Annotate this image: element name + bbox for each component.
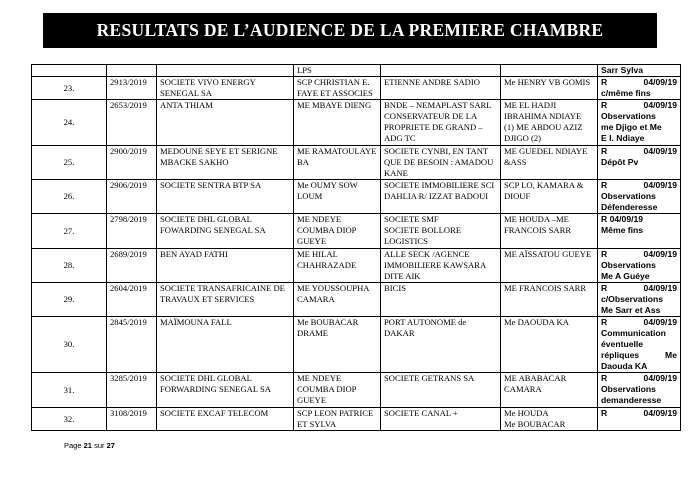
counsel1-line: ME YOUSSOUPHA: [297, 283, 370, 293]
cell-plaintiff: [157, 180, 294, 214]
defendant-line: BICIS: [384, 283, 406, 293]
cell-counsel1: [294, 317, 381, 373]
decision-line: [601, 283, 677, 294]
defendant-line: SOCIETE CYNBI, EN TANT: [384, 146, 489, 156]
cell-decision: [598, 317, 681, 373]
counsel2-line: CAMARA: [504, 384, 542, 394]
cell-num: 32.: [32, 408, 107, 431]
counsel2-line: DIOUF: [504, 191, 531, 201]
cell-defendant: [381, 100, 501, 146]
table-row: [32, 100, 681, 146]
cell-counsel2: [501, 408, 598, 431]
table-row: [32, 180, 681, 214]
counsel2-line: Me HENRY VB GOMIS: [504, 77, 591, 87]
cell-rg: 2900/2019: [107, 146, 157, 180]
defendant-line: BNDE – NEMAPLAST SARL: [384, 100, 492, 110]
footer-prefix: Page: [64, 441, 82, 450]
decision-line: [601, 328, 677, 339]
plaintiff-line: SOCIETE EXCAF TELECOM: [160, 408, 269, 418]
decision-line: [601, 339, 677, 350]
decision-text: 04/09/19: [643, 408, 677, 418]
cell-decision: [598, 100, 681, 146]
decision-text: Défenderesse: [601, 202, 658, 212]
cell-defendant: [381, 77, 501, 100]
decision-line: [601, 157, 677, 168]
cell-counsel2: [501, 249, 598, 283]
defendant-line: SOCIETE IMMOBILIERE SCI: [384, 180, 495, 190]
decision-line: [601, 361, 677, 372]
cell-rg: 2653/2019: [107, 100, 157, 146]
counsel1-line: GUEYE: [297, 236, 327, 246]
cell-plaintiff: [157, 283, 294, 317]
cell-counsel1: [294, 100, 381, 146]
cell-plaintiff: [157, 65, 294, 77]
cell-num: 24.: [32, 100, 107, 146]
cell-num: 27.: [32, 214, 107, 249]
defendant-line: QUE DE BESOIN : AMADOU: [384, 157, 494, 167]
cell-decision: [598, 283, 681, 317]
cell-decision: Sarr Sylva: [598, 65, 681, 77]
counsel1-line: Me BOUBACAR: [297, 317, 359, 327]
cell-defendant: [381, 283, 501, 317]
counsel1-line: CHAHRAZADE: [297, 260, 357, 270]
counsel1-line: COUMBA DIOP: [297, 384, 357, 394]
cell-plaintiff: [157, 373, 294, 408]
decision-text: Observations: [601, 260, 656, 270]
cell-rg: 2845/2019: [107, 317, 157, 373]
cell-num: [32, 65, 107, 77]
cell-counsel1: [294, 146, 381, 180]
decision-text: Me Sarr et Ass: [601, 305, 661, 315]
counsel2-line: &ASS: [504, 157, 527, 167]
counsel2-line: DJIGO (2): [504, 133, 541, 143]
decision-text: répliques: [601, 350, 640, 360]
cell-defendant: [381, 146, 501, 180]
table-row: [32, 214, 681, 249]
cell-rg: 2604/2019: [107, 283, 157, 317]
decision-text: Observations: [601, 191, 656, 201]
defendant-line: SOCIETE SMF: [384, 214, 439, 224]
counsel1-line: FAYE ET ASSOCIES: [297, 88, 373, 98]
decision-line: [601, 271, 677, 282]
cell-num: 29.: [32, 283, 107, 317]
hearings-table: [31, 64, 681, 431]
decision-line: [601, 214, 677, 225]
cell-defendant: [381, 65, 501, 77]
plaintiff-line: MBACKE SAKHO: [160, 157, 229, 167]
cell-rg: 3108/2019: [107, 408, 157, 431]
counsel1-line: ME NDEYE: [297, 373, 342, 383]
defendant-line: ADG TC: [384, 133, 416, 143]
counsel2-line: Me DAOUDA KA: [504, 317, 569, 327]
decision-line: [601, 225, 677, 236]
decision-line: [601, 88, 677, 99]
counsel1-line: COUMBA DIOP: [297, 225, 357, 235]
page-title: RESULTATS DE L’AUDIENCE DE LA PREMIERE CHAMBRE: [96, 20, 604, 40]
cell-rg: 2913/2019: [107, 77, 157, 100]
decision-line: [601, 249, 677, 260]
cell-counsel2: [501, 100, 598, 146]
plaintiff-line: TRAVAUX ET SERVICES: [160, 294, 255, 304]
decision-text: 04/09/19: [643, 146, 677, 156]
defendant-line: SOCIETE CANAL +: [384, 408, 458, 418]
decision-line: [601, 350, 677, 361]
decision-text: R: [601, 317, 608, 327]
cell-counsel1: [294, 283, 381, 317]
counsel1-line: ME HILAL: [297, 249, 338, 259]
decision-line: [601, 373, 677, 384]
counsel2-line: ME EL HADJI: [504, 100, 557, 110]
decision-line: [601, 100, 677, 111]
table-row: [32, 408, 681, 431]
cell-counsel2: [501, 65, 598, 77]
cell-counsel2: [501, 283, 598, 317]
plaintiff-line: BEN AYAD FATHI: [160, 249, 228, 259]
cell-counsel2: [501, 317, 598, 373]
decision-text: Observations: [601, 384, 656, 394]
decision-line: [601, 317, 677, 328]
decision-line: [601, 191, 677, 202]
cell-num: 26.: [32, 180, 107, 214]
table-row: [32, 146, 681, 180]
cell-plaintiff: [157, 249, 294, 283]
counsel2-line: ME GUEDEL NDIAYE: [504, 146, 588, 156]
decision-text: R: [601, 408, 608, 418]
plaintiff-line: ANTA THIAM: [160, 100, 213, 110]
counsel1-line: SCP CHRISTIAN E.: [297, 77, 370, 87]
counsel2-line: ME FRANCOIS SARR: [504, 283, 587, 293]
cell-counsel1: [294, 180, 381, 214]
counsel2-line: FRANCOIS SARR: [504, 225, 572, 235]
cell-counsel2: [501, 373, 598, 408]
cell-defendant: [381, 408, 501, 431]
decision-text: 04/09/19: [643, 100, 677, 110]
decision-text: 04/09/19: [643, 77, 677, 87]
table-row: [32, 373, 681, 408]
counsel1-line: LOUM: [297, 191, 323, 201]
counsel2-line: ME HOUDA –ME: [504, 214, 569, 224]
counsel1-line: DRAME: [297, 328, 329, 338]
table-header-row: [32, 65, 681, 77]
cell-defendant: [381, 214, 501, 249]
defendant-line: ETIENNE ANDRE SADIO: [384, 77, 480, 87]
decision-line: [601, 111, 677, 122]
decision-text: Observations: [601, 111, 656, 121]
cell-plaintiff: [157, 100, 294, 146]
cell-decision: [598, 146, 681, 180]
cell-defendant: [381, 180, 501, 214]
cell-counsel1: [294, 214, 381, 249]
decision-line: [601, 305, 677, 316]
cell-rg: 2906/2019: [107, 180, 157, 214]
counsel2-line: IBRAHIMA NDIAYE: [504, 111, 582, 121]
plaintiff-line: SOCIETE SENTRA BTP SA: [160, 180, 262, 190]
counsel2-line: Me BOUBACAR: [504, 419, 566, 429]
counsel1-line: BA: [297, 157, 309, 167]
plaintiff-line: SOCIETE DHL GLOBAL: [160, 373, 252, 383]
decision-text: demanderesse: [601, 395, 662, 405]
decision-line: [601, 122, 677, 133]
cell-defendant: [381, 317, 501, 373]
cell-counsel2: [501, 214, 598, 249]
defendant-line: ALLE SECK /AGENCE: [384, 249, 470, 259]
cell-rg: 3285/2019: [107, 373, 157, 408]
cell-plaintiff: [157, 77, 294, 100]
cell-num: 31.: [32, 373, 107, 408]
defendant-line: IMMOBILIERE KAWSARA: [384, 260, 487, 270]
defendant-line: CONSERVATEUR DE LA: [384, 111, 478, 121]
cell-rg: 2798/2019: [107, 214, 157, 249]
decision-text: éventuelle: [601, 339, 644, 349]
counsel2-line: ME ABABACAR: [504, 373, 567, 383]
decision-line: [601, 77, 677, 88]
counsel2-line: SCP LO, KAMARA &: [504, 180, 584, 190]
decision-line: [601, 260, 677, 271]
counsel1-line: SCP LEON PATRICE: [297, 408, 374, 418]
decision-text: R: [601, 283, 608, 293]
decision-text: Daouda KA: [601, 361, 648, 371]
cell-decision: [598, 373, 681, 408]
plaintiff-line: FORWARDING SENEGAL SA: [160, 384, 271, 394]
table-row: [32, 249, 681, 283]
counsel2-line: ME AÏSSATOU GUEYE: [504, 249, 592, 259]
plaintiff-line: FOWARDING SENEGAL SA: [160, 225, 266, 235]
counsel1-line: ME RAMATOULAYE: [297, 146, 377, 156]
plaintiff-line: SOCIETE VIVO ENERGY: [160, 77, 256, 87]
defendant-line: DITE AIK: [384, 271, 421, 281]
cell-decision: [598, 408, 681, 431]
cell-decision: [598, 180, 681, 214]
decision-line: [601, 133, 677, 144]
decision-text: Me A Guéye: [601, 271, 650, 281]
decision-text: R: [601, 180, 608, 190]
cell-counsel1: [294, 249, 381, 283]
decision-text: Communication: [601, 328, 666, 338]
defendant-line: PORT AUTONOME de: [384, 317, 467, 327]
decision-text: R: [601, 249, 608, 259]
decision-text: R: [601, 373, 608, 383]
cell-counsel1: [294, 408, 381, 431]
decision-text: R: [601, 77, 608, 87]
decision-line: [601, 384, 677, 395]
cell-plaintiff: [157, 408, 294, 431]
decision-text: Dépôt Pv: [601, 157, 639, 167]
cell-defendant: [381, 373, 501, 408]
cell-defendant: [381, 249, 501, 283]
decision-text: R: [601, 146, 608, 156]
decision-text: 04/09/19: [643, 249, 677, 259]
decision-line: [601, 395, 677, 406]
plaintiff-line: SOCIETE DHL GLOBAL: [160, 214, 252, 224]
counsel1-line: ME NDEYE: [297, 214, 342, 224]
cell-counsel1: [294, 77, 381, 100]
counsel2-line: (1) ME ABDOU AZIZ: [504, 122, 583, 132]
cell-plaintiff: [157, 146, 294, 180]
counsel2-line: Me HOUDA: [504, 408, 549, 418]
decision-line: [601, 294, 677, 305]
table-row: [32, 77, 681, 100]
table-row: [32, 283, 681, 317]
decision-line: [601, 408, 677, 419]
footer-current-page: 21: [83, 441, 92, 450]
table-row: [32, 317, 681, 373]
counsel1-line: GUEYE: [297, 395, 327, 405]
decision-text: 04/09/19: [643, 373, 677, 383]
cell-counsel2: [501, 146, 598, 180]
decision-text: R 04/09/19: [601, 214, 644, 224]
counsel1-line: ET SYLVA: [297, 419, 337, 429]
cell-num: 25.: [32, 146, 107, 180]
decision-text: 04/09/19: [643, 180, 677, 190]
cell-decision: [598, 214, 681, 249]
decision-line: [601, 202, 677, 213]
decision-text: Me: [665, 350, 677, 360]
counsel1-line: CAMARA: [297, 294, 335, 304]
page-footer: [64, 441, 115, 450]
plaintiff-line: SOCIETE TRANSAFRICAINE DE: [160, 283, 285, 293]
decision-text: 04/09/19: [643, 283, 677, 293]
cell-plaintiff: [157, 317, 294, 373]
decision-text: c/même fins: [601, 88, 651, 98]
decision-text: c/Observations: [601, 294, 664, 304]
counsel1-line: ME MBAYE DIENG: [297, 100, 372, 110]
decision-text: 04/09/19: [643, 317, 677, 327]
cell-counsel2: [501, 180, 598, 214]
plaintiff-line: SENEGAL SA: [160, 88, 212, 98]
cell-rg: [107, 65, 157, 77]
cell-plaintiff: [157, 214, 294, 249]
cell-counsel1: LPS: [294, 65, 381, 77]
cell-num: 30.: [32, 317, 107, 373]
decision-line: [601, 180, 677, 191]
cell-decision: [598, 77, 681, 100]
footer-sep: sur: [94, 441, 105, 450]
decision-text: Même fins: [601, 225, 644, 235]
defendant-line: PROPRIETE DE GRAND –: [384, 122, 483, 132]
cell-counsel2: [501, 77, 598, 100]
cell-rg: 2689/2019: [107, 249, 157, 283]
cell-counsel1: [294, 373, 381, 408]
defendant-line: KANE: [384, 168, 408, 178]
decision-text: R: [601, 100, 608, 110]
plaintiff-line: MAÏMOUNA FALL: [160, 317, 232, 327]
defendant-line: LOGISTICS: [384, 236, 428, 246]
decision-line: [601, 146, 677, 157]
cell-decision: [598, 249, 681, 283]
defendant-line: SOCIETE BOLLORE: [384, 225, 462, 235]
cell-num: 28.: [32, 249, 107, 283]
decision-text: E I. Ndiaye: [601, 133, 645, 143]
defendant-line: DAKAR: [384, 328, 415, 338]
page-title-banner: [43, 13, 657, 48]
defendant-line: SOCIETE GETRANS SA: [384, 373, 475, 383]
defendant-line: DAHLIA R/ IZZAT BADOUI: [384, 191, 489, 201]
counsel1-line: Me OUMY SOW: [297, 180, 358, 190]
footer-total-pages: 27: [106, 441, 115, 450]
plaintiff-line: MEDOUNE SEYE ET SERIGNE: [160, 146, 278, 156]
cell-num: 23.: [32, 77, 107, 100]
decision-text: me Djigo et Me: [601, 122, 662, 132]
